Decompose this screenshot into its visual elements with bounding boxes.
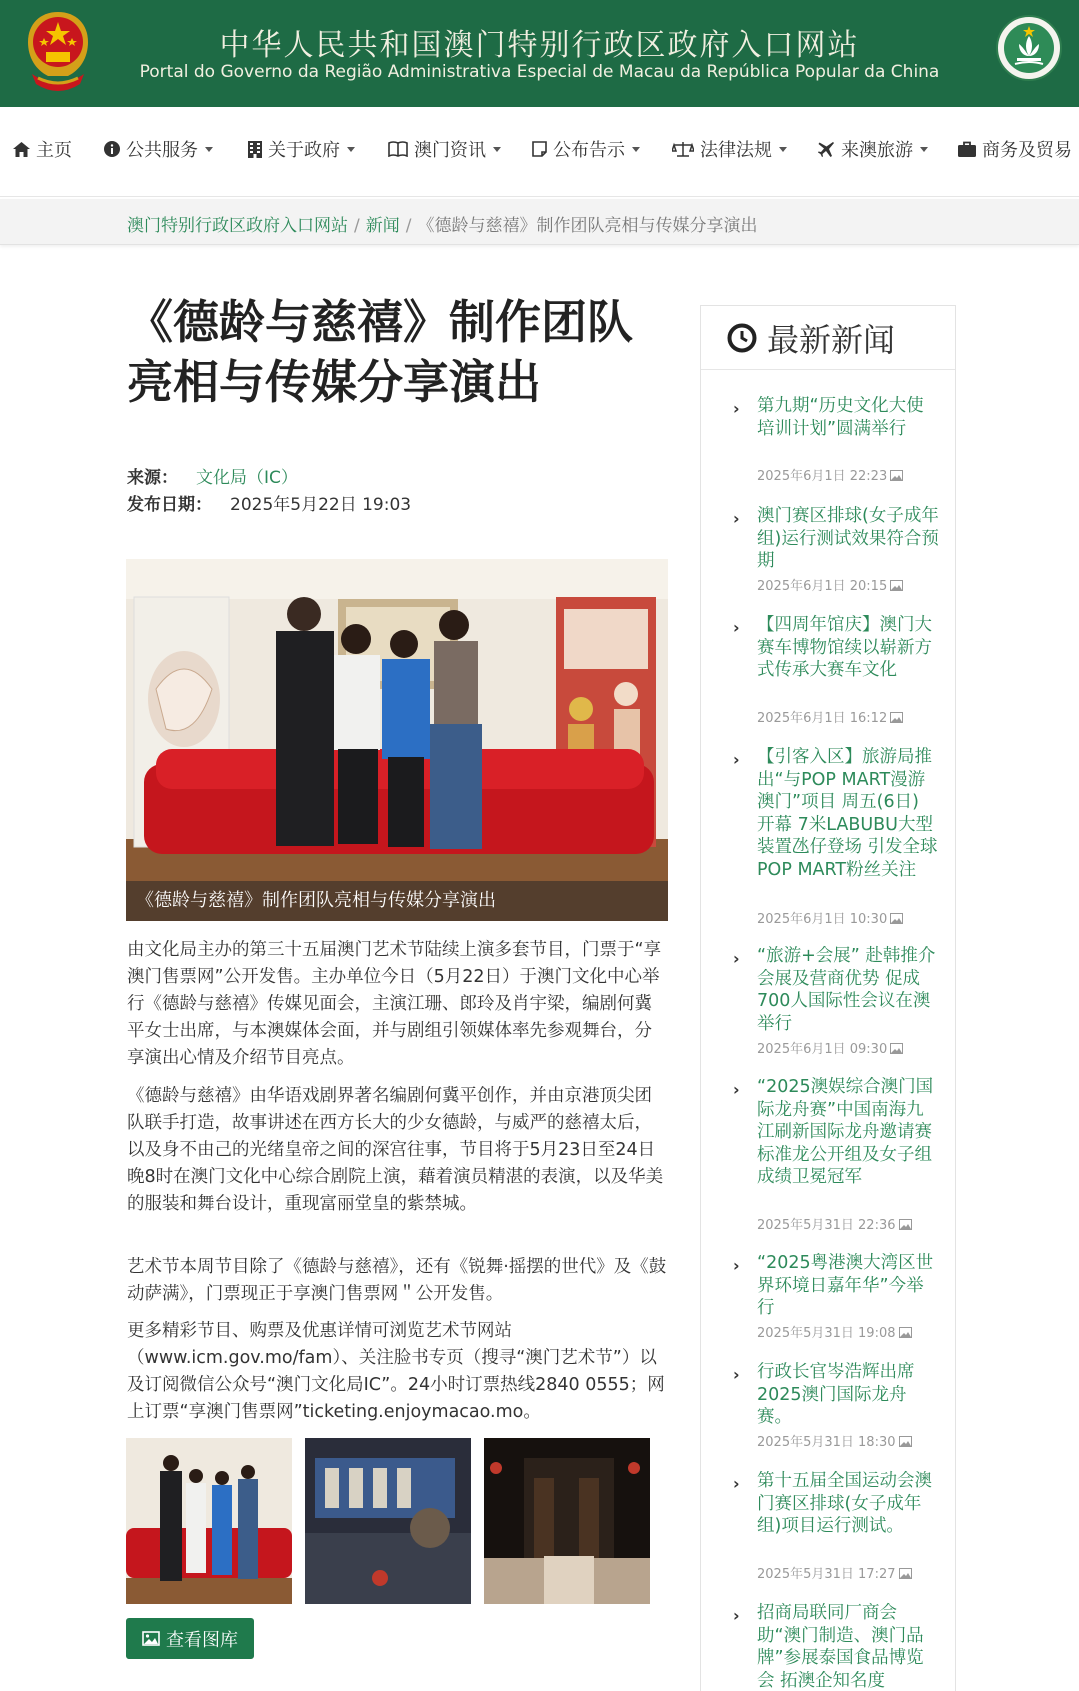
nav-label: 关于政府 — [268, 140, 340, 161]
news-title[interactable]: “2025澳娱综合澳门国际龙舟赛”中国南海九江刷新国际龙舟邀请赛标准龙公开组及女子组成绩卫冕冠军 — [757, 1077, 934, 1187]
image-icon — [142, 1631, 160, 1646]
nav-label: 公布告示 — [553, 140, 625, 161]
image-icon — [899, 1219, 912, 1230]
image-icon — [890, 470, 903, 481]
image-icon — [890, 712, 903, 723]
image-icon — [890, 1043, 903, 1054]
nav-travel[interactable] — [818, 131, 928, 167]
nav-home[interactable] — [13, 131, 72, 167]
nav-laws[interactable] — [672, 131, 787, 167]
date-value: 2025年5月22日 19:03 — [230, 495, 412, 515]
article-paragraph: 更多精彩节目、购票及优惠详情可浏览艺术节网站（www.icm.gov.mo/fam）、关注脸书专页（搜寻“澳门艺术节”）以及订阅微信公众号“澳门文化局IC”。24小时订票热线2840 0555；网上订票“享澳门售票网”ticketing.enjoymacao.mo。 — [127, 1321, 665, 1422]
chevron-down-icon — [920, 147, 928, 152]
news-title[interactable]: 招商局联同厂商会助“澳门制造、澳门品牌”参展泰国食品博览会 拓澳企知名度 — [757, 1603, 924, 1691]
nav-label: 主页 — [36, 140, 72, 161]
image-icon — [899, 1568, 912, 1579]
chevron-right-icon: › — [733, 949, 740, 968]
news-date: 2025年5月31日 18:30 — [757, 1431, 912, 1450]
news-title[interactable]: 【引客入区】旅游局推出“与POP MART漫游澳门”项目 周五(6日) 开幕 7米LABUBU大型装置氹仔登场 引发全球POP MART粉丝关注 — [757, 747, 938, 880]
article-date — [127, 490, 411, 515]
news-date: 2025年6月1日 09:30 — [757, 1038, 903, 1057]
hero-caption: 《德龄与慈禧》制作团队亮相与传媒分享演出 — [126, 881, 668, 921]
news-title[interactable]: 【四周年馆庆】澳门大赛车博物馆续以崭新方式传承大赛车文化 — [757, 615, 932, 680]
chevron-right-icon: › — [733, 399, 740, 418]
view-gallery-label: 查看图库 — [166, 1629, 238, 1651]
chevron-down-icon — [632, 147, 640, 152]
breadcrumb-home-link[interactable]: 澳门特别行政区政府入口网站 — [127, 216, 348, 236]
image-icon — [890, 580, 903, 591]
source-link[interactable]: 文化局（IC） — [196, 468, 298, 488]
news-title[interactable]: 澳门赛区排球(女子成年组)运行测试效果符合预期 — [757, 506, 939, 571]
chevron-down-icon — [493, 147, 501, 152]
news-title[interactable]: 行政长官岑浩辉出席2025澳门国际龙舟赛。 — [757, 1362, 915, 1427]
news-title[interactable]: 第十五届全国运动会澳门赛区排球(女子成年组)项目运行测试。 — [757, 1471, 932, 1536]
nav-macau-info[interactable] — [388, 131, 501, 167]
site-title-cn: 中华人民共和国澳门特别行政区政府入口网站 — [219, 28, 860, 63]
chevron-right-icon: › — [733, 1256, 740, 1275]
site-title-pt: Portal do Governo da Região Administrativa Especial de Macau da República Popular da China — [139, 62, 940, 82]
book-icon — [388, 141, 408, 157]
nav-label: 法律法规 — [700, 140, 772, 161]
thumbnail-photo — [126, 1438, 292, 1604]
article-hero-image[interactable] — [126, 559, 668, 921]
chevron-right-icon: › — [733, 1365, 740, 1384]
nav-label: 公共服务 — [126, 140, 198, 161]
news-date: 2025年6月1日 20:15 — [757, 575, 903, 594]
news-title[interactable]: “2025粤港澳大湾区世界环境日嘉年华”今举行 — [757, 1253, 934, 1318]
nav-about-government[interactable] — [248, 131, 355, 167]
chevron-down-icon — [205, 147, 213, 152]
chevron-right-icon: › — [733, 509, 740, 528]
image-icon — [890, 913, 903, 924]
news-title[interactable]: “旅游+会展” 赴韩推介会展及营商优势 促成700人国际性会议在澳举行 — [757, 946, 936, 1034]
breadcrumb-separator: / — [354, 216, 360, 236]
image-icon — [899, 1436, 912, 1447]
article-paragraph: 由文化局主办的第三十五届澳门艺术节陆续上演多套节目，门票于“享澳门售票网”公开发售。主办单位今日（5月22日）于澳门文化中心举行《德龄与慈禧》传媒见面会，主演江珊、郎玲及肖宇梁，编剧何冀平女士出席，与本澳媒体会面，并与剧组引领媒体率先参观舞台，分享演出心情及介绍节目亮点。 — [127, 940, 662, 1068]
nav-public-services[interactable] — [104, 131, 213, 167]
gallery-thumbnail[interactable] — [305, 1438, 471, 1604]
nav-label: 澳门资讯 — [414, 140, 486, 161]
news-date: 2025年5月31日 22:36 — [757, 1214, 912, 1233]
macau-emblem-icon — [995, 14, 1063, 88]
briefcase-icon — [958, 141, 976, 157]
sidebar-heading — [701, 306, 955, 370]
sidebar-heading-text: 最新新闻 — [767, 320, 896, 359]
clock-icon — [727, 323, 757, 353]
news-date: 2025年5月31日 19:08 — [757, 1322, 912, 1341]
news-date: 2025年5月31日 17:27 — [757, 1563, 912, 1582]
building-icon — [248, 141, 262, 158]
breadcrumb-separator: / — [405, 216, 412, 236]
chevron-right-icon: › — [733, 618, 740, 637]
home-icon — [13, 142, 30, 157]
thumbnail-photo — [305, 1438, 471, 1604]
latest-news-sidebar — [700, 305, 956, 1691]
date-label: 发布日期： — [127, 495, 212, 515]
article-source — [127, 463, 298, 488]
scale-icon — [672, 141, 694, 157]
article-title: 《德龄与慈禧》制作团队亮相与传媒分享演出 — [127, 295, 633, 409]
note-icon — [532, 141, 547, 157]
nav-label: 来澳旅游 — [841, 140, 913, 161]
breadcrumb-news-link[interactable]: 新闻 — [365, 216, 400, 236]
nav-business-trade[interactable] — [958, 131, 1072, 167]
chevron-down-icon — [779, 147, 787, 152]
news-date: 2025年6月1日 16:12 — [757, 707, 903, 726]
view-gallery-button[interactable] — [126, 1618, 254, 1659]
article-paragraph: 艺术节本周节目除了《德龄与慈禧》，还有《锐舞·摇摆的世代》及《鼓动萨满》，门票现正于享澳门售票网＂公开发售。 — [127, 1257, 667, 1304]
info-icon — [104, 141, 120, 157]
article-paragraph: 《德龄与慈禧》由华语戏剧界著名编剧何冀平创作，并由京港顶尖团队联手打造，故事讲述在西方长大的少女德龄，与威严的慈禧太后，以及身不由己的光绪皇帝之间的深宫往事，节目将于5月23日至24日晚8时在澳门文化中心综合剧院上演，藉着演员精湛的表演，以及华美的服装和舞台设计，重现富丽堂皇的紫禁城。 — [127, 1086, 664, 1214]
source-label: 来源： — [127, 468, 178, 488]
hero-photo — [126, 559, 668, 921]
plane-icon — [818, 141, 835, 158]
news-date: 2025年6月1日 22:23 — [757, 465, 903, 484]
site-header — [0, 0, 1079, 107]
nav-announcements[interactable] — [532, 131, 640, 167]
chevron-right-icon: › — [733, 750, 740, 769]
gallery-thumbnail[interactable] — [484, 1438, 650, 1604]
news-date: 2025年6月1日 10:30 — [757, 908, 903, 927]
chevron-right-icon: › — [733, 1080, 740, 1099]
main-nav — [0, 107, 1079, 197]
breadcrumb — [0, 199, 1079, 245]
chevron-down-icon — [347, 147, 355, 152]
chevron-right-icon: › — [733, 1474, 740, 1493]
nav-label: 商务及贸易 — [982, 140, 1072, 161]
gallery-thumbnail[interactable] — [126, 1438, 292, 1604]
thumbnail-photo — [484, 1438, 650, 1604]
image-icon — [899, 1327, 912, 1338]
chevron-right-icon: › — [733, 1606, 740, 1625]
news-title[interactable]: 第九期“历史文化大使培训计划”圆满举行 — [757, 396, 924, 439]
breadcrumb-current: 《德龄与慈禧》制作团队亮相与传媒分享演出 — [417, 216, 758, 236]
